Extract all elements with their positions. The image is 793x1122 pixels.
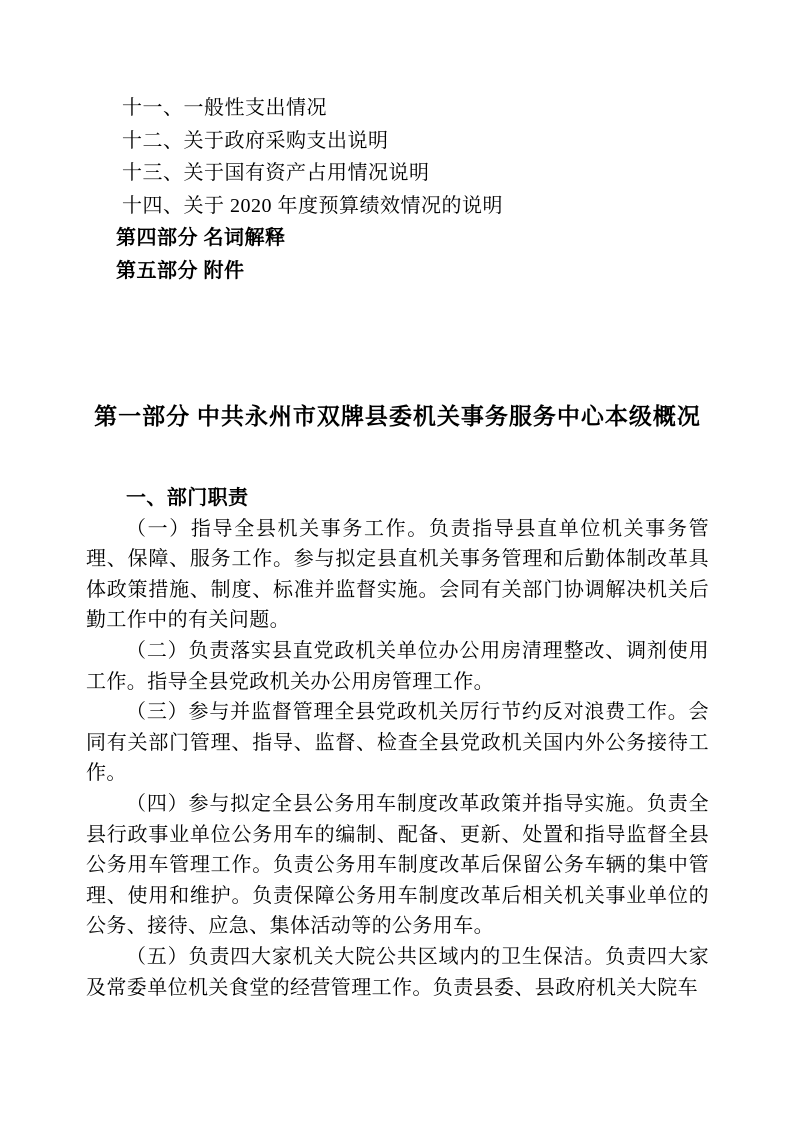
toc-item-part4: 第四部分 名词解释 (116, 227, 286, 249)
table-of-contents (86, 92, 709, 287)
document-body (86, 483, 709, 1003)
paragraph-3: （三）参与并监督管理全县党政机关厉行节约反对浪费工作。会同有关部门管理、指导、监督、检查全县党政机关国内外公务接待工作。 (86, 701, 709, 785)
toc-item-13: 十三、关于国有资产占用情况说明 (122, 162, 430, 184)
part-one-title: 第一部分 中共永州市双牌县委机关事务服务中心本级概况 (94, 404, 701, 429)
toc-item-14: 十四、关于 2020 年度预算绩效情况的说明 (122, 194, 503, 217)
toc-item-12: 十二、关于政府采购支出说明 (122, 129, 389, 152)
paragraph-4: （四）参与拟定全县公务用车制度改革政策并指导实施。负责全县行政事业单位公务用车的编制、配备、更新、处置和指导监督全县公务用车管理工作。负责公务用车制度改革后保留公务车辆的集中管理、使用和维护。负责保障公务用车制度改革后相关机关事业单位的公务、接待、应急、集体活动等的公务用车。 (86, 792, 709, 938)
toc-item-11: 十一、一般性支出情况 (122, 97, 327, 119)
toc-item-part5: 第五部分 附件 (116, 259, 245, 282)
body-section-heading: 一、部门职责 (126, 487, 249, 509)
paragraph-1: （一）指导全县机关事务工作。负责指导县直单位机关事务管理、保障、服务工作。参与拟定县直机关事务管理和后勤体制改革具体政策措施、制度、标准并监督实施。会同有关部门协调解决机关后勤工作中的有关问题。 (86, 517, 709, 632)
paragraph-2: （二）负责落实县直党政机关单位办公用房清理整改、调剂使用工作。指导全县党政机关办公用房管理工作。 (86, 639, 709, 693)
paragraph-5: （五）负责四大家机关大院公共区域内的卫生保洁。负责四大家及常委单位机关食堂的经营管理工作。负责县委、县政府机关大院车 (86, 945, 709, 999)
